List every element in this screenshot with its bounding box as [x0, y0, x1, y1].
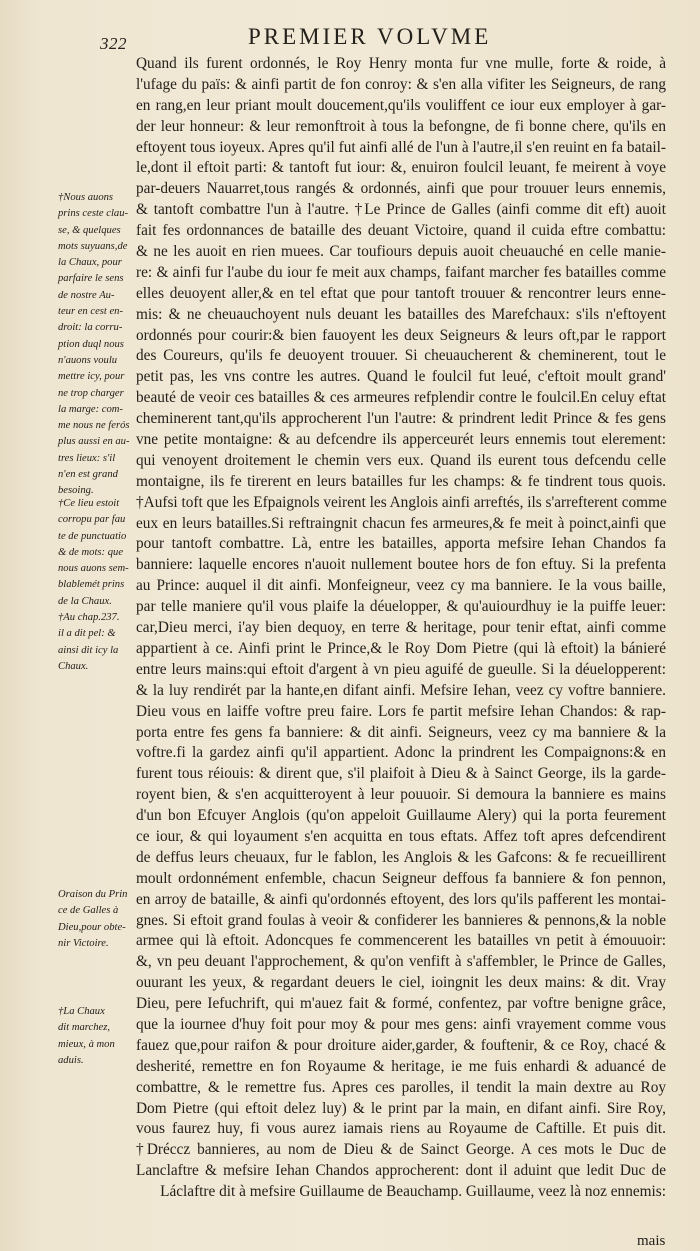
margin-note-line: ainsi dit icy la	[58, 644, 119, 656]
margin-note-line: te de punctuatio	[58, 530, 127, 542]
text-line: & la luy rendirét par la hante,en difant ainfi. Mefsire Iehan, veez cy voftre banniere.	[136, 681, 666, 699]
running-title: PREMIER VOLVME	[248, 24, 492, 49]
text-line: elles deuoyent aller,& en tel eftat que pour tantoft trouuer & rencontrer leurs enne-	[136, 284, 666, 302]
margin-note-line: la marge: com-	[58, 403, 123, 415]
margin-note-line: parfaire le sens	[58, 273, 124, 285]
margin-note-line: ce de Galles à	[58, 905, 119, 917]
margin-note-line: droit: la corru-	[58, 322, 123, 334]
text-line: &, vn peu deuant l'approchement, & qu'on venfift à s'affembler, le Prince de Galles,	[136, 953, 666, 971]
text-line: armee qui là eftoit. Adoncques fe commencerent les batailles vn petit à émouuoir:	[136, 932, 666, 950]
margin-note-line: prins ceste clau-	[58, 208, 129, 220]
text-line: moult ordonnément enfemble, chacun Seigneur deffous fa banniere & fon pennon,	[136, 869, 666, 887]
text-line: eux en leurs batailles.Si reftraingnit chacun fes armeures,& fe meit à poinct,ainfi que	[136, 514, 666, 532]
text-line: ordonnés pour courir:& bien fauoyent les deux Seigneurs & leurs oft,par le rapport	[136, 326, 666, 344]
text-line: beauté de veoir ces batailles & ces armeures refplendir contre le foulcil.En celuy eftat	[136, 389, 666, 407]
text-line: au Prince: auquel il dit ainfi. Monfeigneur, veez cy ma banniere. Ie la vous baille,	[136, 577, 666, 595]
margin-note-line: de nostre Au-	[58, 289, 115, 301]
text-line: Dieu, pere Iefuchrift, qui m'auez fait & formé, confentez, par voftre benigne grâce,	[136, 995, 666, 1013]
text-line: par telle maniere qu'il vous plaife la déuelopper, & qu'auiourdhuy ie la puiffe leuer:	[136, 598, 666, 616]
margin-note-line: de la Chaux.	[58, 595, 112, 607]
margin-note-line: se, & quelques	[58, 224, 121, 236]
margin-note-line: me nous ne ferós	[58, 420, 130, 432]
margin-note-line: mieux, à mon	[58, 1038, 115, 1050]
text-line: mis: & ne cheuauchoyent nuls deuant les batailles des Marefchaux: s'ils n'eftoyent	[136, 305, 666, 323]
text-line: Dom Pietre (qui eftoit delez luy) & le print par la main, en difant ainfi. Sire Roy,	[136, 1099, 666, 1117]
text-line: d'un bon Efcuyer Anglois (qu'on appeloit Guillaume Alery) qui la porta feurement	[136, 807, 666, 825]
text-line: car,Dieu merci, i'ay bien dequoy, en terre & heritage, pour tenir eftat, ainfi comme	[136, 619, 666, 637]
margin-note-line: nir Victoire.	[58, 937, 109, 949]
text-line: que la iournee d'huy foit pour moy & pour mes gens: ainfi vrayement comme vous	[136, 1015, 666, 1033]
text-line: Quand ils furent ordonnés, le Roy Henry monta fur vne mulle, forte & roide, à	[136, 55, 666, 72]
margin-note-line: n'en est grand	[58, 469, 118, 481]
text-line: des Coureurs, qu'ils fe deuoyent trouuer. Si cheuaucherent & cheminerent, tout le	[136, 347, 666, 365]
text-line: Dieu vous en laiffe voftre preu faire. Lors fe partit mefsire Iehan Chandos: & rap-	[136, 702, 666, 720]
margin-note-line: nous auons sem-	[58, 563, 129, 575]
text-line: entre leurs mains:qui eftoit d'argent à vn pieu aguifé de gueulle. Si la déuelopperent:	[136, 660, 666, 678]
text-line: porta entre fes gens fa banniere: & dit ainfi. Seigneurs, veez cy ma banniere & la	[136, 723, 666, 741]
margin-note	[58, 190, 140, 500]
margin-note-line: †La Chaux	[58, 1006, 105, 1017]
main-text-column	[136, 54, 666, 1203]
text-line: eftoyent tous ioyeux. Apres qu'il fut ainfi allé de l'un à l'autre,il s'en reuint en fa batail-	[136, 138, 666, 156]
text-line: fauez que,pour raifon & pour droiture aider,garder, & fouftenir, & ce Roy, chacé &	[136, 1036, 666, 1054]
text-line: Lanclaftre & mefsire Iehan Chandos approcherent: dont il aduint que ledit Duc de	[136, 1162, 666, 1180]
margin-note-line: aduis.	[58, 1054, 84, 1066]
margin-note-line: corropu par fau	[58, 514, 126, 526]
margin-note-line: Dieu,pour obte-	[58, 921, 126, 933]
margin-note-line: & de mots: que	[58, 546, 124, 558]
margin-note-line: plus aussi en au-	[58, 436, 130, 448]
margin-note	[58, 496, 140, 610]
text-line: fait fes ordonnances de bataille des deuant Victoire, quand il cuida eftre combattu:	[136, 222, 666, 240]
page-number: 322	[100, 34, 127, 53]
text-line: combattre, & le remettre fus. Apres ces parolles, il tendit la main dextre au Roy	[136, 1078, 666, 1096]
text-line: pour tantoft combattre. Là, entre les batailles, apporta mefsire Iehan Chandos fa	[136, 535, 666, 553]
margin-note-line: mots suyuans,de	[58, 240, 128, 252]
text-line: cheminerent tant,qu'ils approcherent l'un l'autre: & prindrent ledit Prince & fes gens	[136, 410, 666, 428]
page-header	[0, 22, 700, 52]
text-line: ouurant les yeux, & regardant deuers le ciel, ioingnit les deux mains: & dit. Vray	[136, 974, 666, 992]
margin-note-line: †Nous auons	[58, 192, 114, 203]
text-line: †Aufsi toft que les Efpaignols veirent les Anglois ainfi arreftés, ils s'arrefterent comme	[136, 493, 667, 511]
margin-note-line: besoing.	[58, 485, 94, 497]
text-line: voftre.fi la gardez ainfi qu'il appartient. Adonc la prindrent les Compaignons:& en	[136, 744, 666, 762]
text-line: ce iour, & qui loyaument s'en acquitta en tous eftats. Affez toft apres defcendirent	[136, 827, 666, 845]
text-line: royent bien, & s'en acquitteroyent à leur pouuoir. Si demoura la banniere es mains	[136, 786, 666, 804]
text-line: qui venoyent droitement le chemin vers eux. Quand ils eurent tous defcendu celle	[136, 451, 666, 469]
margin-note-line: il a dit pel: &	[58, 628, 116, 640]
text-line: en arroy de bataille, & ainfi qu'ordonnés eftoyent, des lors qu'ils pafferent les montai-	[136, 890, 666, 908]
margin-note-line: dit marchez,	[58, 1022, 110, 1034]
text-line: montaigne, ils fe tirerent en leurs batailles fur les champs: & fe tindrent tous quois.	[136, 472, 666, 490]
margin-note	[58, 610, 140, 675]
text-line: vne petite montaigne: & au defcendre ils apperceurét leurs ennemis tout elerement:	[136, 431, 666, 449]
margin-note-line: teur en cest en-	[58, 306, 124, 318]
text-line: banniere: laquelle encores n'auoit nullement boutee hors de fon eftuy. Si la prefenta	[136, 556, 666, 574]
margin-note-line: blablemét prins	[58, 579, 125, 591]
text-line: le,dont il eftoit parti: & tantoft fut iour: &, enuiron foulcil leuant, fe meirent à voye	[136, 159, 666, 177]
margin-note-line: †Au chap.237.	[58, 612, 120, 623]
text-line: der leur honneur: & leur remonftroit à tous la befongne, de fi bonne chere, qu'ils en	[136, 117, 666, 135]
margin-note	[58, 887, 140, 952]
text-line: en rang,en leur priant moult doucement,qu'ils vouliffent ce iour eux employer à gar-	[136, 96, 666, 114]
text-line: l'ufage du païs: & ainfi partit de fon conroy: & s'en alla vifiter les Seigneurs, de rang	[136, 75, 666, 93]
text-line: & ne les auoit en rien muees. Car toufiours depuis auoit cheuauché en celle manie-	[136, 243, 666, 261]
margin-note-line: Oraison du Prin	[58, 889, 128, 900]
margin-note	[58, 1004, 140, 1069]
text-line: gnes. Si eftoit grand foulas à veoir & confiderer les bannieres & pennons,& la noble	[136, 911, 666, 929]
catchword: mais	[637, 1233, 666, 1249]
margin-note-line: la Chaux, pour	[58, 257, 122, 269]
text-line: Láclaftre dit à mefsire Guillaume de Beauchamp. Guillaume, veez là noz ennemis:	[160, 1183, 666, 1201]
text-line: vous faurez huy, fi vous aurez iamais riens au Royaume de Caftille. Et puis dit.	[136, 1120, 666, 1138]
text-line: appartient à ce. Ainfi print le Prince,& le Roy Dom Pietre (qui là eftoit) la bánieré	[136, 639, 666, 657]
margin-note-line: n'auons voulu	[58, 354, 118, 366]
margin-note-line: ne trop charger	[58, 387, 124, 399]
margin-note-line: mettre icy, pour	[58, 371, 125, 383]
margin-note-line: Chaux.	[58, 660, 89, 672]
text-line: par-deuers Nauarret,tous rangés & ordonnés, ainfi que pour trouuer leurs ennemis,	[136, 180, 666, 198]
text-line: †Dréccz bannieres, au nom de Dieu & de Sainct George. A ces mots le Duc de	[136, 1141, 666, 1159]
text-line: re: & ainfi fur l'aube du iour fe meit aux champs, faifant marcher fes batailles comme	[136, 263, 666, 281]
margin-note-line: tres lieux: s'il	[58, 452, 116, 464]
margin-note-line: †Ce lieu estoit	[58, 498, 120, 509]
margin-note-line: ption duql nous	[58, 338, 124, 350]
text-line: desherité, remettre en fon Royaume & heritage, ie me fuis enhardi & aduancé de	[136, 1057, 666, 1075]
text-line: de deffus leurs cheuaux, fur le fablon, les Anglois & les Gafcons: & fe recueillirent	[136, 848, 666, 866]
text-line: & tantoft combattre l'un à l'autre. †Le Prince de Galles (ainfi comme dit eft) auoit	[136, 201, 666, 219]
text-line: petit pas, les vns contre les autres. Quand le foulcil fut leué, c'eftoit moult grand'	[136, 368, 666, 386]
text-line: furent tous réiouis: & dirent que, s'il plaifoit à Dieu & à Sainct George, ils la garde-	[136, 765, 666, 783]
